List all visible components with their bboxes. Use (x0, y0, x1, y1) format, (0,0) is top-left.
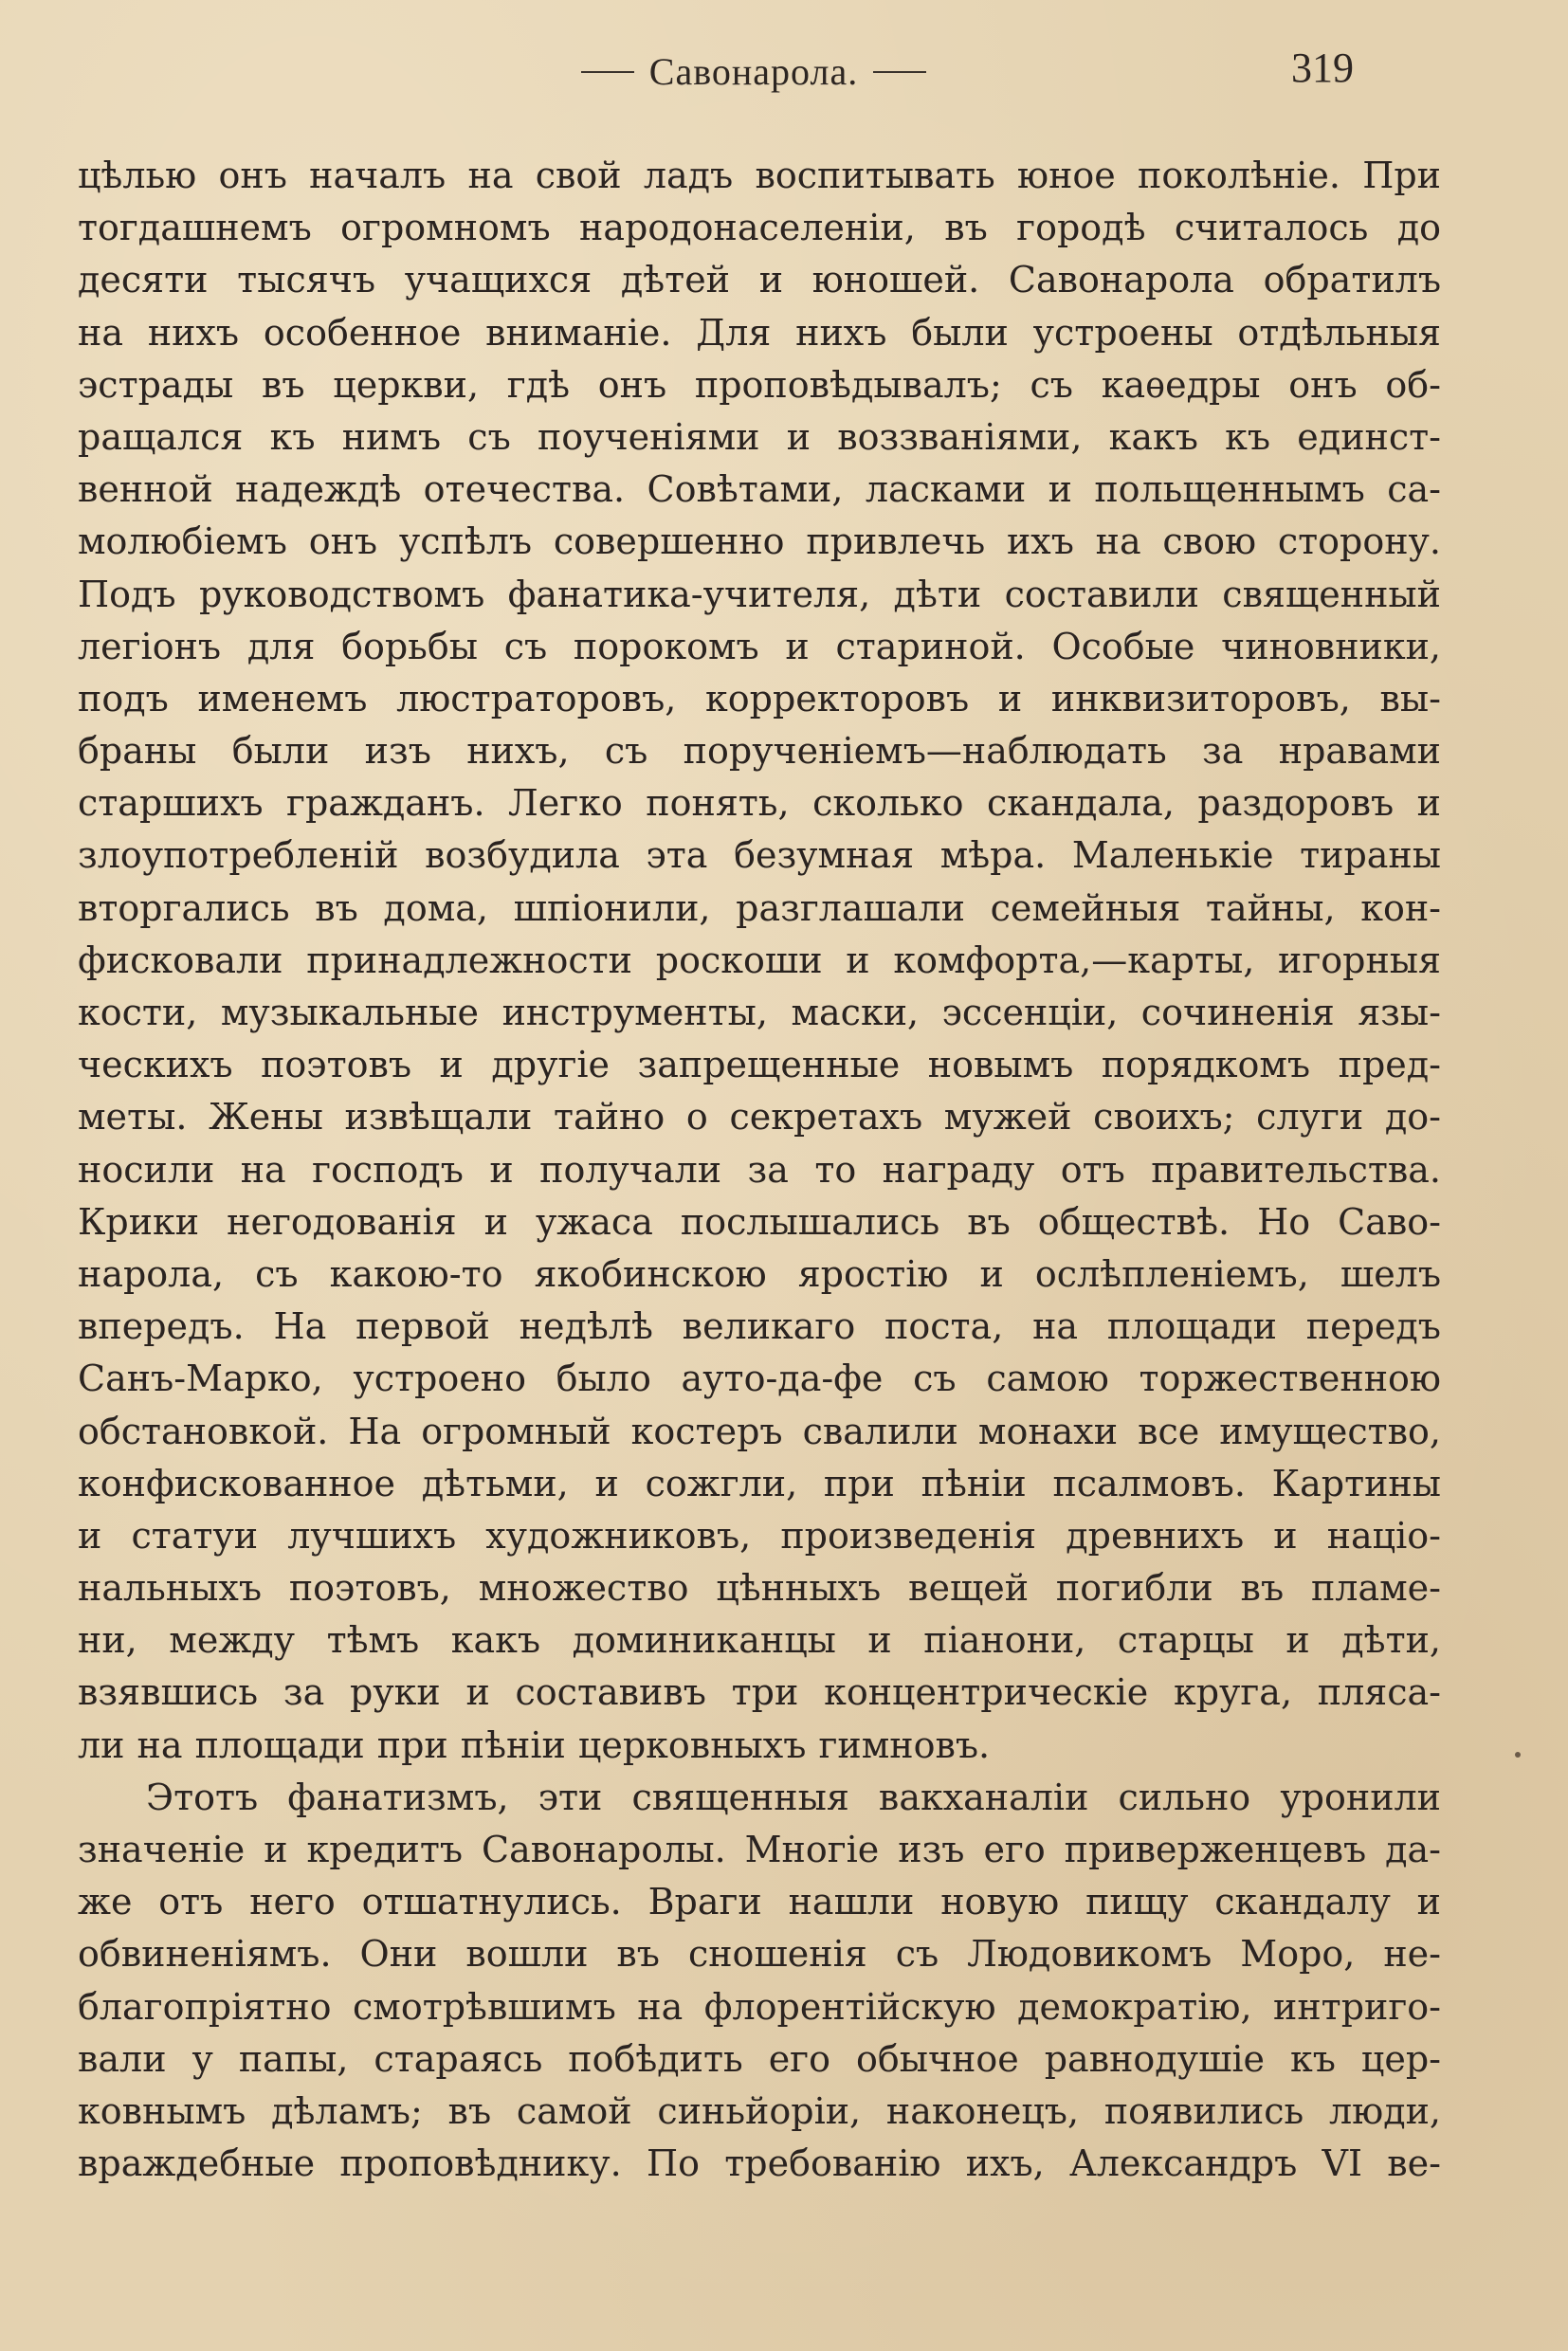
head-rule-left (581, 71, 634, 73)
text-line: тогдашнемъ огромномъ народонаселеніи, въ городѣ считалось до (78, 207, 1441, 249)
text-line: кости, музыкальные инструменты, маски, эссенціи, сочиненія язы- (78, 992, 1441, 1033)
text-line: браны были изъ нихъ, съ порученіемъ—наблюдать за нравами (78, 730, 1441, 773)
text-line: ни, между тѣмъ какъ доминиканцы и піанони, старцы и дѣти, (78, 1619, 1441, 1662)
text-line: ческихъ поэтовъ и другіе запрещенные новымъ порядкомъ пред- (78, 1044, 1441, 1086)
text-line: молюбіемъ онъ успѣлъ совершенно привлечь ихъ на свою сторону. (78, 520, 1441, 563)
text-line: Подъ руководствомъ фанатика-учителя, дѣти составили священный (78, 573, 1441, 615)
text-line: десяти тысячъ учащихся дѣтей и юношей. Савонарола обратилъ (78, 259, 1441, 301)
page-number: 319 (1291, 45, 1354, 91)
ink-speck (1515, 1752, 1521, 1758)
text-line: нарола, съ какою-то якобинскою яростію и ослѣпленіемъ, шелъ (78, 1252, 1441, 1295)
text-line: конфискованное дѣтьми, и сожгли, при пѣніи псалмовъ. Картины (78, 1462, 1441, 1504)
text-line: Санъ-Марко, устроено было ауто-да-фе съ самою торжественною (78, 1358, 1441, 1400)
text-line: обвиненіямъ. Они вошли въ сношенія съ Людовикомъ Моро, не- (78, 1933, 1441, 1976)
text-line: Крики негодованія и ужаса послышались въ обществѣ. Но Саво- (78, 1200, 1441, 1243)
paragraph-start-line: Этотъ фанатизмъ, эти священныя вакханаліи сильно уронили (146, 1776, 1441, 1818)
text-line: значеніе и кредитъ Савонаролы. Многіе изъ его приверженцевъ да- (78, 1829, 1441, 1870)
running-head (531, 49, 976, 94)
text-line: старшихъ гражданъ. Легко понять, сколько скандала, раздоровъ и (78, 782, 1441, 825)
paragraph-end-line: ли на площади при пѣніи церковныхъ гимновъ. (78, 1723, 991, 1766)
running-title: Савонарола. (648, 50, 859, 93)
text-line: вторгались въ дома, шпіонили, разглашали семейныя тайны, кон- (78, 886, 1441, 929)
text-line: и статуи лучшихъ художниковъ, произведенія древнихъ и націо- (78, 1514, 1441, 1557)
text-line: ращался къ нимъ съ поученіями и воззваніями, какъ къ единст- (78, 415, 1441, 458)
body-text (78, 150, 1441, 2190)
text-line: подъ именемъ люстраторовъ, корректоровъ и инквизиторовъ, вы- (78, 677, 1441, 720)
text-line: обстановкой. На огромный костеръ свалили монахи все имущество, (78, 1410, 1441, 1452)
text-line: ковнымъ дѣламъ; въ самой синьйоріи, наконецъ, появились люди, (78, 2089, 1441, 2132)
text-line: носили на господъ и получали за то награду отъ правительства. (78, 1148, 1441, 1191)
text-line: эстрады въ церкви, гдѣ онъ проповѣдывалъ; съ каѳедры онъ об- (78, 363, 1441, 406)
text-line: легіонъ для борьбы съ порокомъ и стариной. Особые чиновники, (78, 625, 1441, 667)
text-line: вали у папы, стараясь побѣдить его обычное равнодушіе къ цер- (78, 2037, 1441, 2080)
text-line: фисковали принадлежности роскоши и комфорта,—карты, игорныя (78, 939, 1441, 981)
text-line: благопріятно смотрѣвшимъ на флорентійскую демократію, интриго- (78, 1985, 1441, 2028)
head-rule-right (873, 71, 926, 73)
text-line: враждебные проповѣднику. По требованію ихъ, Александръ VI ве- (78, 2142, 1441, 2185)
text-line: злоупотребленій возбудила эта безумная мѣра. Маленькіе тираны (78, 834, 1441, 877)
text-line: взявшись за руки и составивъ три концентрическіе круга, пляса- (78, 1671, 1441, 1714)
text-line: меты. Жены извѣщали тайно о секретахъ мужей своихъ; слуги до- (78, 1096, 1441, 1139)
text-line: же отъ него отшатнулись. Враги нашли новую пищу скандалу и (78, 1881, 1441, 1923)
text-line: впередъ. На первой недѣлѣ великаго поста, на площади передъ (78, 1305, 1441, 1348)
text-line: цѣлью онъ началъ на свой ладъ воспитывать юное поколѣніе. При (78, 155, 1441, 196)
text-line: нальныхъ поэтовъ, множество цѣнныхъ вещей погибли въ пламе- (78, 1567, 1441, 1610)
text-line: на нихъ особенное вниманіе. Для нихъ были устроены отдѣльныя (78, 311, 1441, 354)
text-line: венной надеждѣ отечества. Совѣтами, ласками и польщеннымъ са- (78, 468, 1441, 511)
